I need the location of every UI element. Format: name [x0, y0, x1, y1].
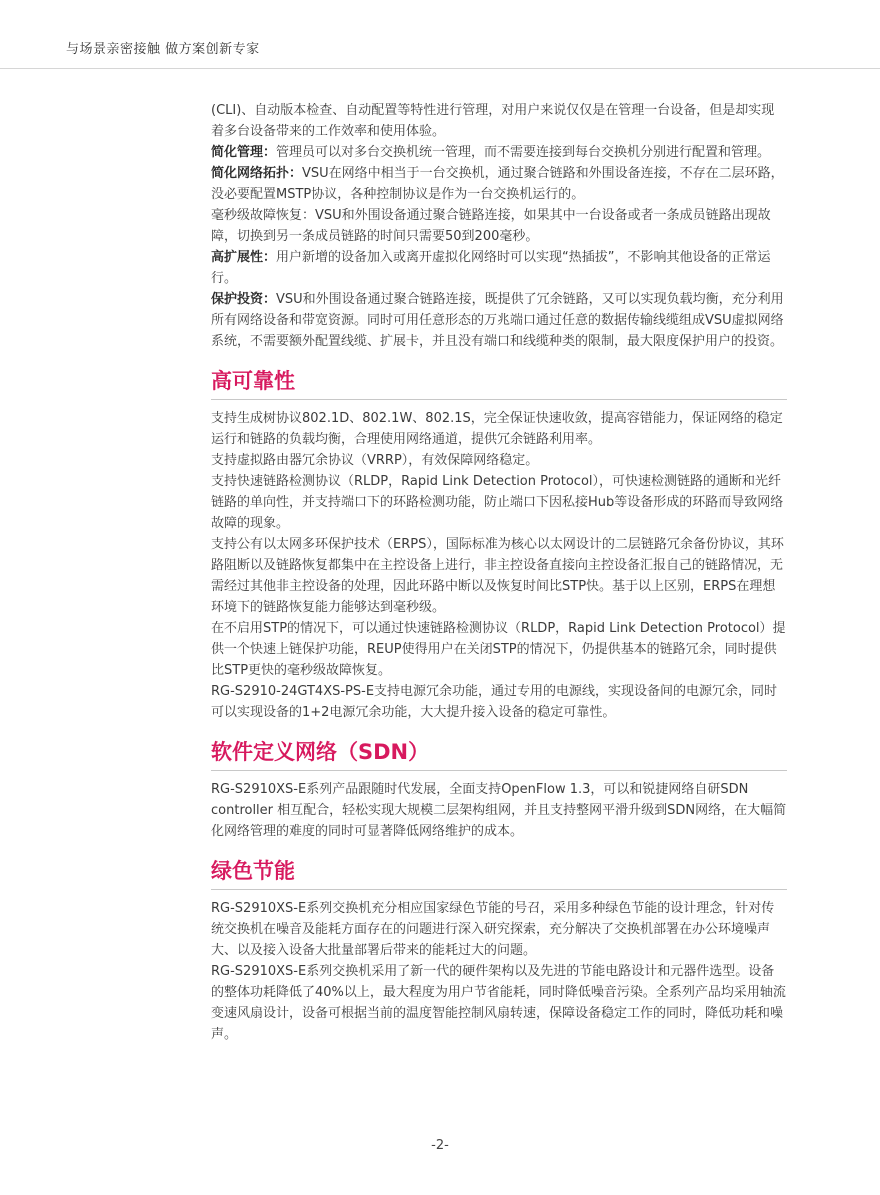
paragraph-text: VSU在网络中相当于一台交换机，通过聚合链路和外围设备连接，不存在二层环路，没必要配置MSTP协议，各种控制协议是作为一台交换机运行的。	[211, 166, 784, 202]
section-title: 高可靠性	[211, 366, 787, 400]
section-paragraph: 支持虚拟路由器冗余协议（VRRP），有效保障网络稳定。	[211, 453, 539, 468]
main-content	[211, 100, 787, 1045]
paragraph-label: 简化网络拓扑：	[211, 166, 303, 181]
page-number: -2-	[431, 1138, 449, 1153]
paragraph-text: 管理员可以对多台交换机统一管理，而不需要连接到每台交换机分别进行配置和管理。	[276, 145, 771, 160]
intro-paragraph	[211, 142, 787, 163]
header-tagline: 与场景亲密接触 做方案创新专家	[66, 42, 260, 57]
section-paragraph: RG-S2910XS-E系列产品跟随时代发展，全面支持OpenFlow 1.3，可以和锐捷网络自研SDN controller 相互配合，轻松实现大规模二层架构组网，并且支持整网平滑升级到SDN网络，在大幅简化网络管理的难度的同时可显著降低网络维护的成本。	[211, 782, 787, 839]
section-title: 绿色节能	[211, 856, 787, 890]
section-paragraph: 支持生成树协议802.1D、802.1W、802.1S，完全保证快速收敛，提高容错能力，保证网络的稳定运行和链路的负载均衡，合理使用网络通道，提供冗余链路利用率。	[211, 411, 783, 447]
section-high-reliability	[211, 366, 787, 723]
paragraph-text: 毫秒级故障恢复：VSU和外围设备通过聚合链路连接，如果其中一台设备或者一条成员链路出现故障，切换到另一条成员链路的时间只需要50到200毫秒。	[211, 208, 771, 244]
section-green-energy	[211, 856, 787, 1045]
section-paragraph: RG-S2910-24GT4XS-PS-E支持电源冗余功能，通过专用的电源线，实现设备间的电源冗余，同时可以实现设备的1+2电源冗余功能，大大提升接入设备的稳定可靠性。	[211, 684, 778, 720]
section-paragraph: 支持快速链路检测协议（RLDP，Rapid Link Detection Protocol），可快速检测链路的通断和光纤链路的单向性，并支持端口下的环路检测功能，防止端口下因私接Hub等设备形成的环路而导致网络故障的现象。	[211, 474, 784, 531]
section-paragraph: RG-S2910XS-E系列交换机采用了新一代的硬件架构以及先进的节能电路设计和元器件选型。设备的整体功耗降低了40%以上，最大程度为用户节省能耗，同时降低噪音污染。全系列产品均采用轴流变速风扇设计，设备可根据当前的温度智能控制风扇转速，保障设备稳定工作的同时，降低功耗和噪声。	[211, 964, 786, 1042]
paragraph-label: 高扩展性：	[211, 250, 277, 265]
intro-paragraph	[211, 100, 787, 142]
paragraph-text: VSU和外围设备通过聚合链路连接，既提供了冗余链路，又可以实现负载均衡，充分利用所有网络设备和带宽资源。同时可用任意形态的万兆端口通过任意的数据传输线缆组成VSU虚拟网络系统，不需要额外配置线缆、扩展卡，并且没有端口和线缆种类的限制，最大限度保护用户的投资。	[211, 292, 784, 349]
section-paragraph: RG-S2910XS-E系列交换机充分相应国家绿色节能的号召，采用多种绿色节能的设计理念，针对传统交换机在噪音及能耗方面存在的问题进行深入研究探索，充分解决了交换机部署在办公环境噪声大、以及接入设备大批量部署后带来的能耗过大的问题。	[211, 901, 775, 958]
paragraph-label: 保护投资：	[211, 292, 277, 307]
intro-paragraph	[211, 247, 787, 289]
header-divider	[0, 68, 880, 69]
section-title: 软件定义网络（SDN）	[211, 737, 787, 771]
section-paragraph: 支持公有以太网多环保护技术（ERPS），国际标准为核心以太网设计的二层链路冗余备份协议，其环路阻断以及链路恢复都集中在主控设备上进行，非主控设备直接向主控设备汇报自己的链路情况，无需经过其他非主控设备的处理，因此环路中断以及恢复时间比STP快。基于以上区别，ERPS在理想环境下的链路恢复能力能够达到毫秒级。	[211, 537, 784, 615]
intro-paragraph	[211, 289, 787, 352]
section-paragraph: 在不启用STP的情况下，可以通过快速链路检测协议（RLDP，Rapid Link Detection Protocol）提供一个快速上链保护功能，REUP使得用户在关闭STP的情况下，仍提供基本的链路冗余，同时提供比STP更快的毫秒级故障恢复。	[211, 621, 786, 678]
intro-paragraph	[211, 163, 787, 205]
intro-block	[211, 100, 787, 352]
paragraph-label: 简化管理：	[211, 145, 277, 160]
paragraph-text: (CLI)、自动版本检查、自动配置等特性进行管理，对用户来说仅仅是在管理一台设备，但是却实现着多台设备带来的工作效率和使用体验。	[211, 103, 775, 139]
section-sdn	[211, 737, 787, 842]
intro-paragraph	[211, 205, 787, 247]
paragraph-text: 用户新增的设备加入或离开虚拟化网络时可以实现“热插拔”，不影响其他设备的正常运行。	[211, 250, 771, 286]
